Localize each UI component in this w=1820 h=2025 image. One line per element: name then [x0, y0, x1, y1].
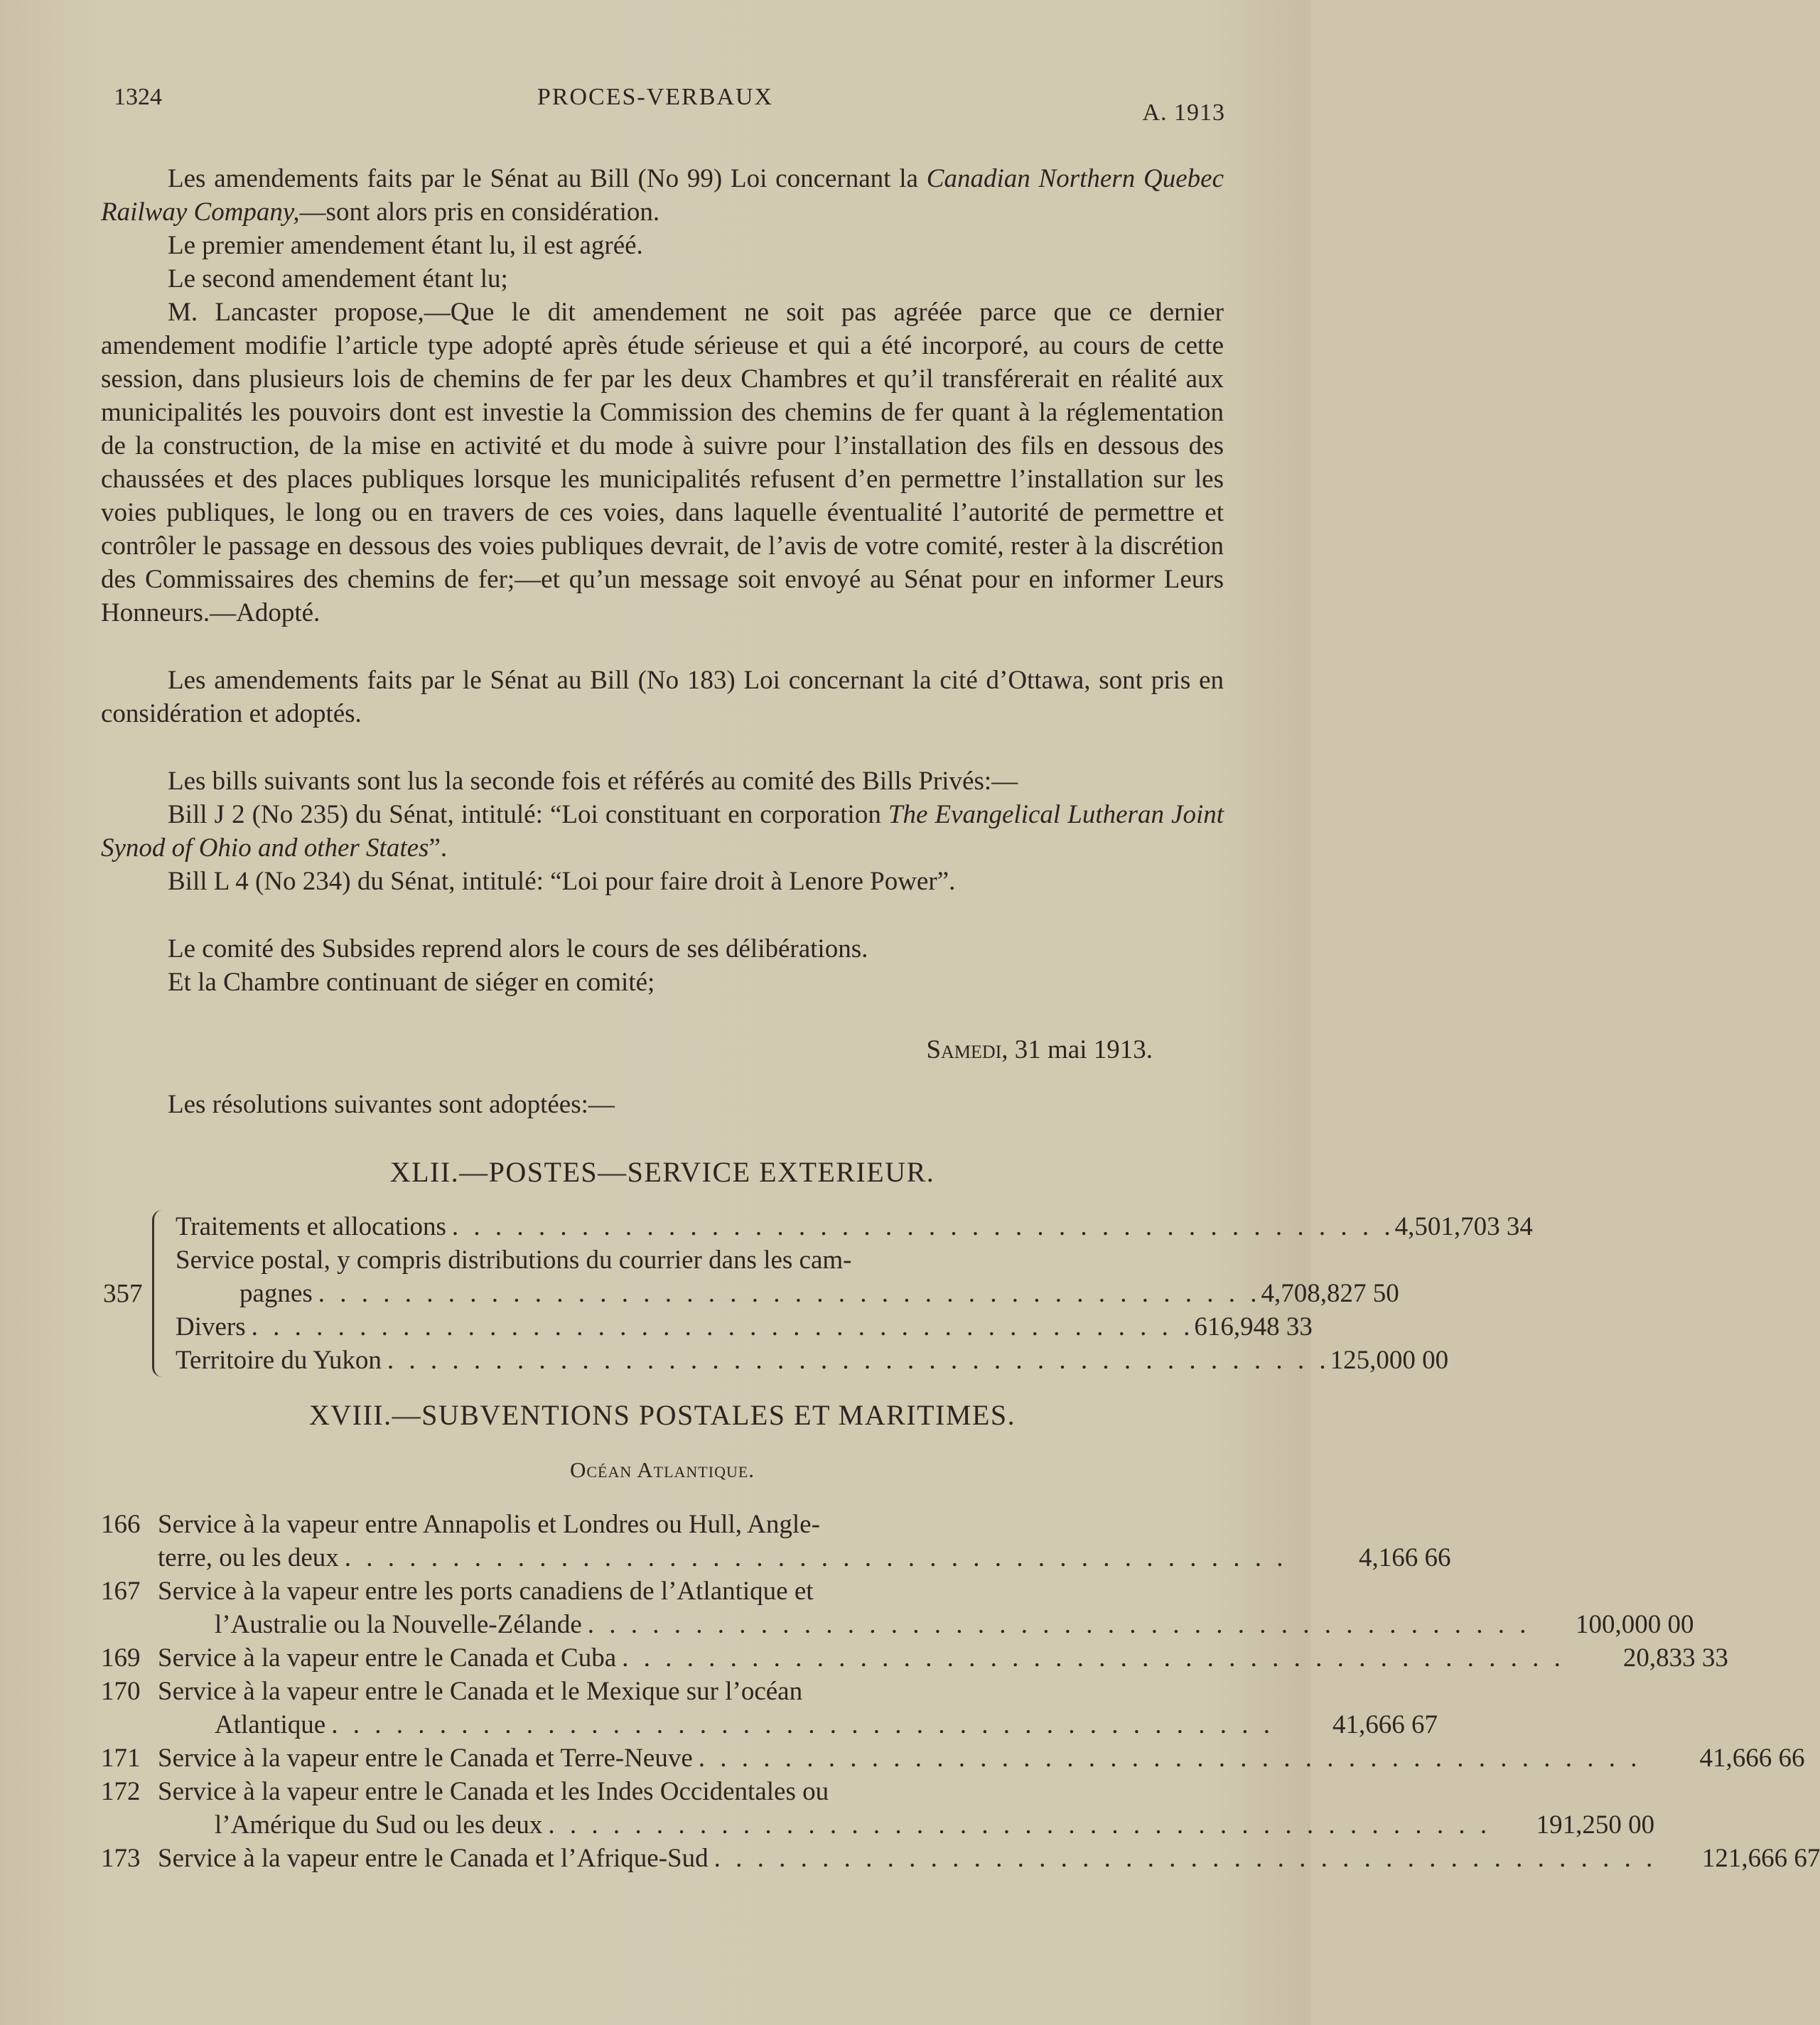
- item-text: Service à la vapeur entre le Canada et les Indes Occidentales ou: [158, 1777, 829, 1806]
- leader-dots: . . . . . . . . . . . . . . . . . . . . . . . . . . . . . . . . . . . . . . . . . . . .: [698, 1744, 1642, 1773]
- vote-number-357: 357: [103, 1279, 143, 1308]
- item-text: Divers: [176, 1312, 246, 1341]
- spacer: [101, 730, 1224, 765]
- list-item: [101, 1842, 1820, 1875]
- item-amount: 41,666 67: [1332, 1710, 1438, 1739]
- item-text-cont: l’Amérique du Sud ou les deux: [215, 1810, 543, 1840]
- item-number: 170: [101, 1677, 141, 1706]
- para7-synod-name: The Evangelical Lutheran Joint Synod of Ohio and other States: [101, 800, 1224, 863]
- para1-company-name: Canadian Northern Quebec Railway Company,: [101, 164, 1224, 227]
- postes-items-brace: [103, 1210, 1533, 1377]
- item-line: [158, 1541, 1451, 1575]
- sitting-date: [101, 1033, 1224, 1066]
- item-line: [158, 1641, 1728, 1675]
- running-title: PROCES-VERBAUX: [537, 84, 774, 110]
- paragraph-bill-183: Les amendements faits par le Sénat au Bill (No 183) Loi concernant la cité d’Ottawa, sont pris en considération et adoptés.: [101, 666, 1224, 728]
- item-text: Service à la vapeur entre Annapolis et Londres ou Hull, Angle-: [158, 1510, 820, 1539]
- item-number: 172: [101, 1777, 141, 1806]
- list-item: [176, 1277, 1399, 1310]
- spacer: [101, 630, 1224, 664]
- spacer: [101, 898, 1224, 932]
- item-amount: 4,501,703 34: [1394, 1212, 1533, 1241]
- item-text: Service à la vapeur entre le Canada et le Mexique sur l’océan: [158, 1677, 803, 1706]
- spacer: [101, 1486, 1224, 1508]
- spacer: [101, 1121, 1224, 1155]
- spacer: [101, 1377, 1224, 1398]
- leader-dots: . . . . . . . . . . . . . . . . . . . . . . . . . . . . . . . . . . . . . . . . . . . .: [344, 1543, 1288, 1572]
- item-text-cont: l’Australie ou la Nouvelle-Zélande: [215, 1610, 582, 1639]
- spacer: [101, 999, 1224, 1033]
- item-number: 173: [101, 1844, 141, 1873]
- leader-dots: . . . . . . . . . . . . . . . . . . . . . . . . . . . . . . . . . . . . . . . . . . . .: [251, 1312, 1195, 1341]
- spacer: [101, 1432, 1224, 1453]
- item-text: Territoire du Yukon: [176, 1346, 382, 1375]
- list-item: [101, 1575, 1694, 1641]
- item-text: pagnes: [239, 1279, 313, 1308]
- item-amount: 4,708,827 50: [1261, 1279, 1399, 1308]
- subheading-ocean-atlantique: Océan Atlantique.: [569, 1457, 755, 1482]
- item-number: 169: [101, 1643, 141, 1673]
- item-amount: 616,948 33: [1194, 1312, 1313, 1341]
- section-heading-subventions: XVIII.—SUBVENTIONS POSTALES ET MARITIMES.: [308, 1399, 1016, 1431]
- item-amount: 121,666 67: [1701, 1844, 1820, 1873]
- para1-text-a: Les amendements faits par le Sénat au Bill (No 99) Loi concernant la: [168, 164, 927, 193]
- page-body: [101, 162, 1820, 1875]
- item-text: Service à la vapeur entre le Canada et Cuba: [158, 1643, 617, 1673]
- paragraph-bill-l4: Bill L 4 (No 234) du Sénat, intitulé: “Loi pour faire droit à Lenore Power”.: [168, 867, 956, 896]
- list-item: [176, 1210, 1533, 1243]
- list-item: [176, 1344, 1449, 1377]
- list-item: [101, 1641, 1728, 1675]
- item-amount: 4,166 66: [1359, 1543, 1451, 1572]
- item-amount: 100,000 00: [1576, 1610, 1694, 1639]
- spacer: [101, 1189, 1224, 1210]
- paragraph-bill-j2: [101, 798, 1224, 865]
- list-item-text-line: Service postal, y compris distributions du courrier dans les cam-: [176, 1246, 852, 1275]
- leader-dots: . . . . . . . . . . . . . . . . . . . . . . . . . . . . . . . . . . . . . . . . . . . .: [387, 1346, 1330, 1375]
- item-line: [158, 1808, 1654, 1842]
- item-text: Service à la vapeur entre le Canada et l’Afrique-Sud: [158, 1844, 709, 1873]
- list-item: [101, 1775, 1655, 1842]
- item-text-cont: Atlantique: [215, 1710, 326, 1739]
- leader-dots: . . . . . . . . . . . . . . . . . . . . . . . . . . . . . . . . . . . . . . . . . . . .: [318, 1279, 1261, 1308]
- list-item: [101, 1508, 1451, 1575]
- list-item: [176, 1310, 1313, 1344]
- leader-dots: . . . . . . . . . . . . . . . . . . . . . . . . . . . . . . . . . . . . . . . . . . . .: [451, 1212, 1395, 1241]
- list-item: [101, 1742, 1805, 1775]
- page-number: 1324: [114, 84, 162, 110]
- item-text: Service à la vapeur entre le Canada et Terre-Neuve: [158, 1744, 693, 1773]
- para1-text-c: —sont alors pris en considération.: [299, 198, 660, 227]
- date-day: Samedi,: [926, 1035, 1008, 1064]
- item-amount: 191,250 00: [1536, 1810, 1655, 1840]
- leader-dots: . . . . . . . . . . . . . . . . . . . . . . . . . . . . . . . . . . . . . . . . . . . .: [548, 1810, 1492, 1840]
- paragraph-chamber-sitting: Et la Chambre continuant de siéger en comité;: [168, 968, 655, 997]
- paragraph-bills-referred: Les bills suivants sont lus la seconde fois et référés au comité des Bills Privés:—: [168, 767, 1018, 796]
- item-line: [158, 1608, 1694, 1641]
- item-number: 171: [101, 1744, 141, 1773]
- leader-dots: . . . . . . . . . . . . . . . . . . . . . . . . . . . . . . . . . . . . . . . . . . . .: [587, 1610, 1531, 1639]
- paragraph-first-amendment: Le premier amendement étant lu, il est agréé.: [168, 231, 643, 260]
- item-line: [158, 1742, 1805, 1775]
- item-line: [158, 1708, 1438, 1742]
- paragraph-lancaster-motion: M. Lancaster propose,—Que le dit amendement ne soit pas agréée parce que ce dernier amendement modifie l’article type adopté après étude sérieuse et qui a été incorporé, au cours de cette session, dans plusieurs lois de chemins de fer par les deux Chambres et qu’il transférerait en réalité aux municipalités les pouvoirs dont est investie la Commission des chemins de fer quant à la réglementation de la construction, de la mise en activité et du mode à suivre pour l’installation des fils en dessous des chaussées et des places publiques lorsque les municipalités refusent d’en permettre l’installation sur les voies publiques, le long ou en travers de ces voies, dans laquelle éventualité l’autorité de permettre et contrôler le passage en dessous des voies publiques devrait, de l’avis de votre comité, rester à la discrétion des Commissaires des chemins de fer;—et qu’un message soit envoyé au Sénat pour en informer Leurs Honneurs.—Adopté.: [101, 298, 1224, 627]
- item-amount: 20,833 33: [1622, 1643, 1728, 1673]
- spacer: [101, 1066, 1224, 1088]
- item-line: [158, 1842, 1820, 1875]
- leader-dots: . . . . . . . . . . . . . . . . . . . . . . . . . . . . . . . . . . . . . . . . . . . .: [714, 1844, 1657, 1873]
- item-text: Service à la vapeur entre les ports canadiens de l’Atlantique et: [158, 1577, 814, 1606]
- leader-dots: . . . . . . . . . . . . . . . . . . . . . . . . . . . . . . . . . . . . . . . . . . . .: [331, 1710, 1274, 1739]
- item-number: 167: [101, 1577, 141, 1606]
- date-rest: 31 mai 1913.: [1008, 1035, 1153, 1064]
- item-amount: 125,000 00: [1330, 1346, 1449, 1375]
- paragraph-bill-99: [101, 162, 1224, 229]
- list-item: [101, 1675, 1438, 1742]
- para7-text-a: Bill J 2 (No 235) du Sénat, intitulé: “Loi constituant en corporation: [168, 800, 888, 829]
- resolutions-intro: Les résolutions suivantes sont adoptées:—: [168, 1090, 615, 1119]
- para7-text-c: ”.: [429, 833, 448, 863]
- item-amount: 41,666 66: [1699, 1744, 1805, 1773]
- item-text-cont: terre, ou les deux: [158, 1543, 339, 1572]
- section-heading-postes: XLII.—POSTES—SERVICE EXTERIEUR.: [389, 1156, 935, 1188]
- item-number: 166: [101, 1510, 141, 1539]
- paragraph-second-amendment: Le second amendement étant lu;: [168, 264, 508, 293]
- item-text: Traitements et allocations: [176, 1212, 446, 1241]
- running-year: A. 1913: [1142, 99, 1225, 126]
- paragraph-subsidies-committee: Le comité des Subsides reprend alors le cours de ses délibérations.: [168, 934, 868, 963]
- leader-dots: . . . . . . . . . . . . . . . . . . . . . . . . . . . . . . . . . . . . . . . . . . . .: [622, 1643, 1565, 1673]
